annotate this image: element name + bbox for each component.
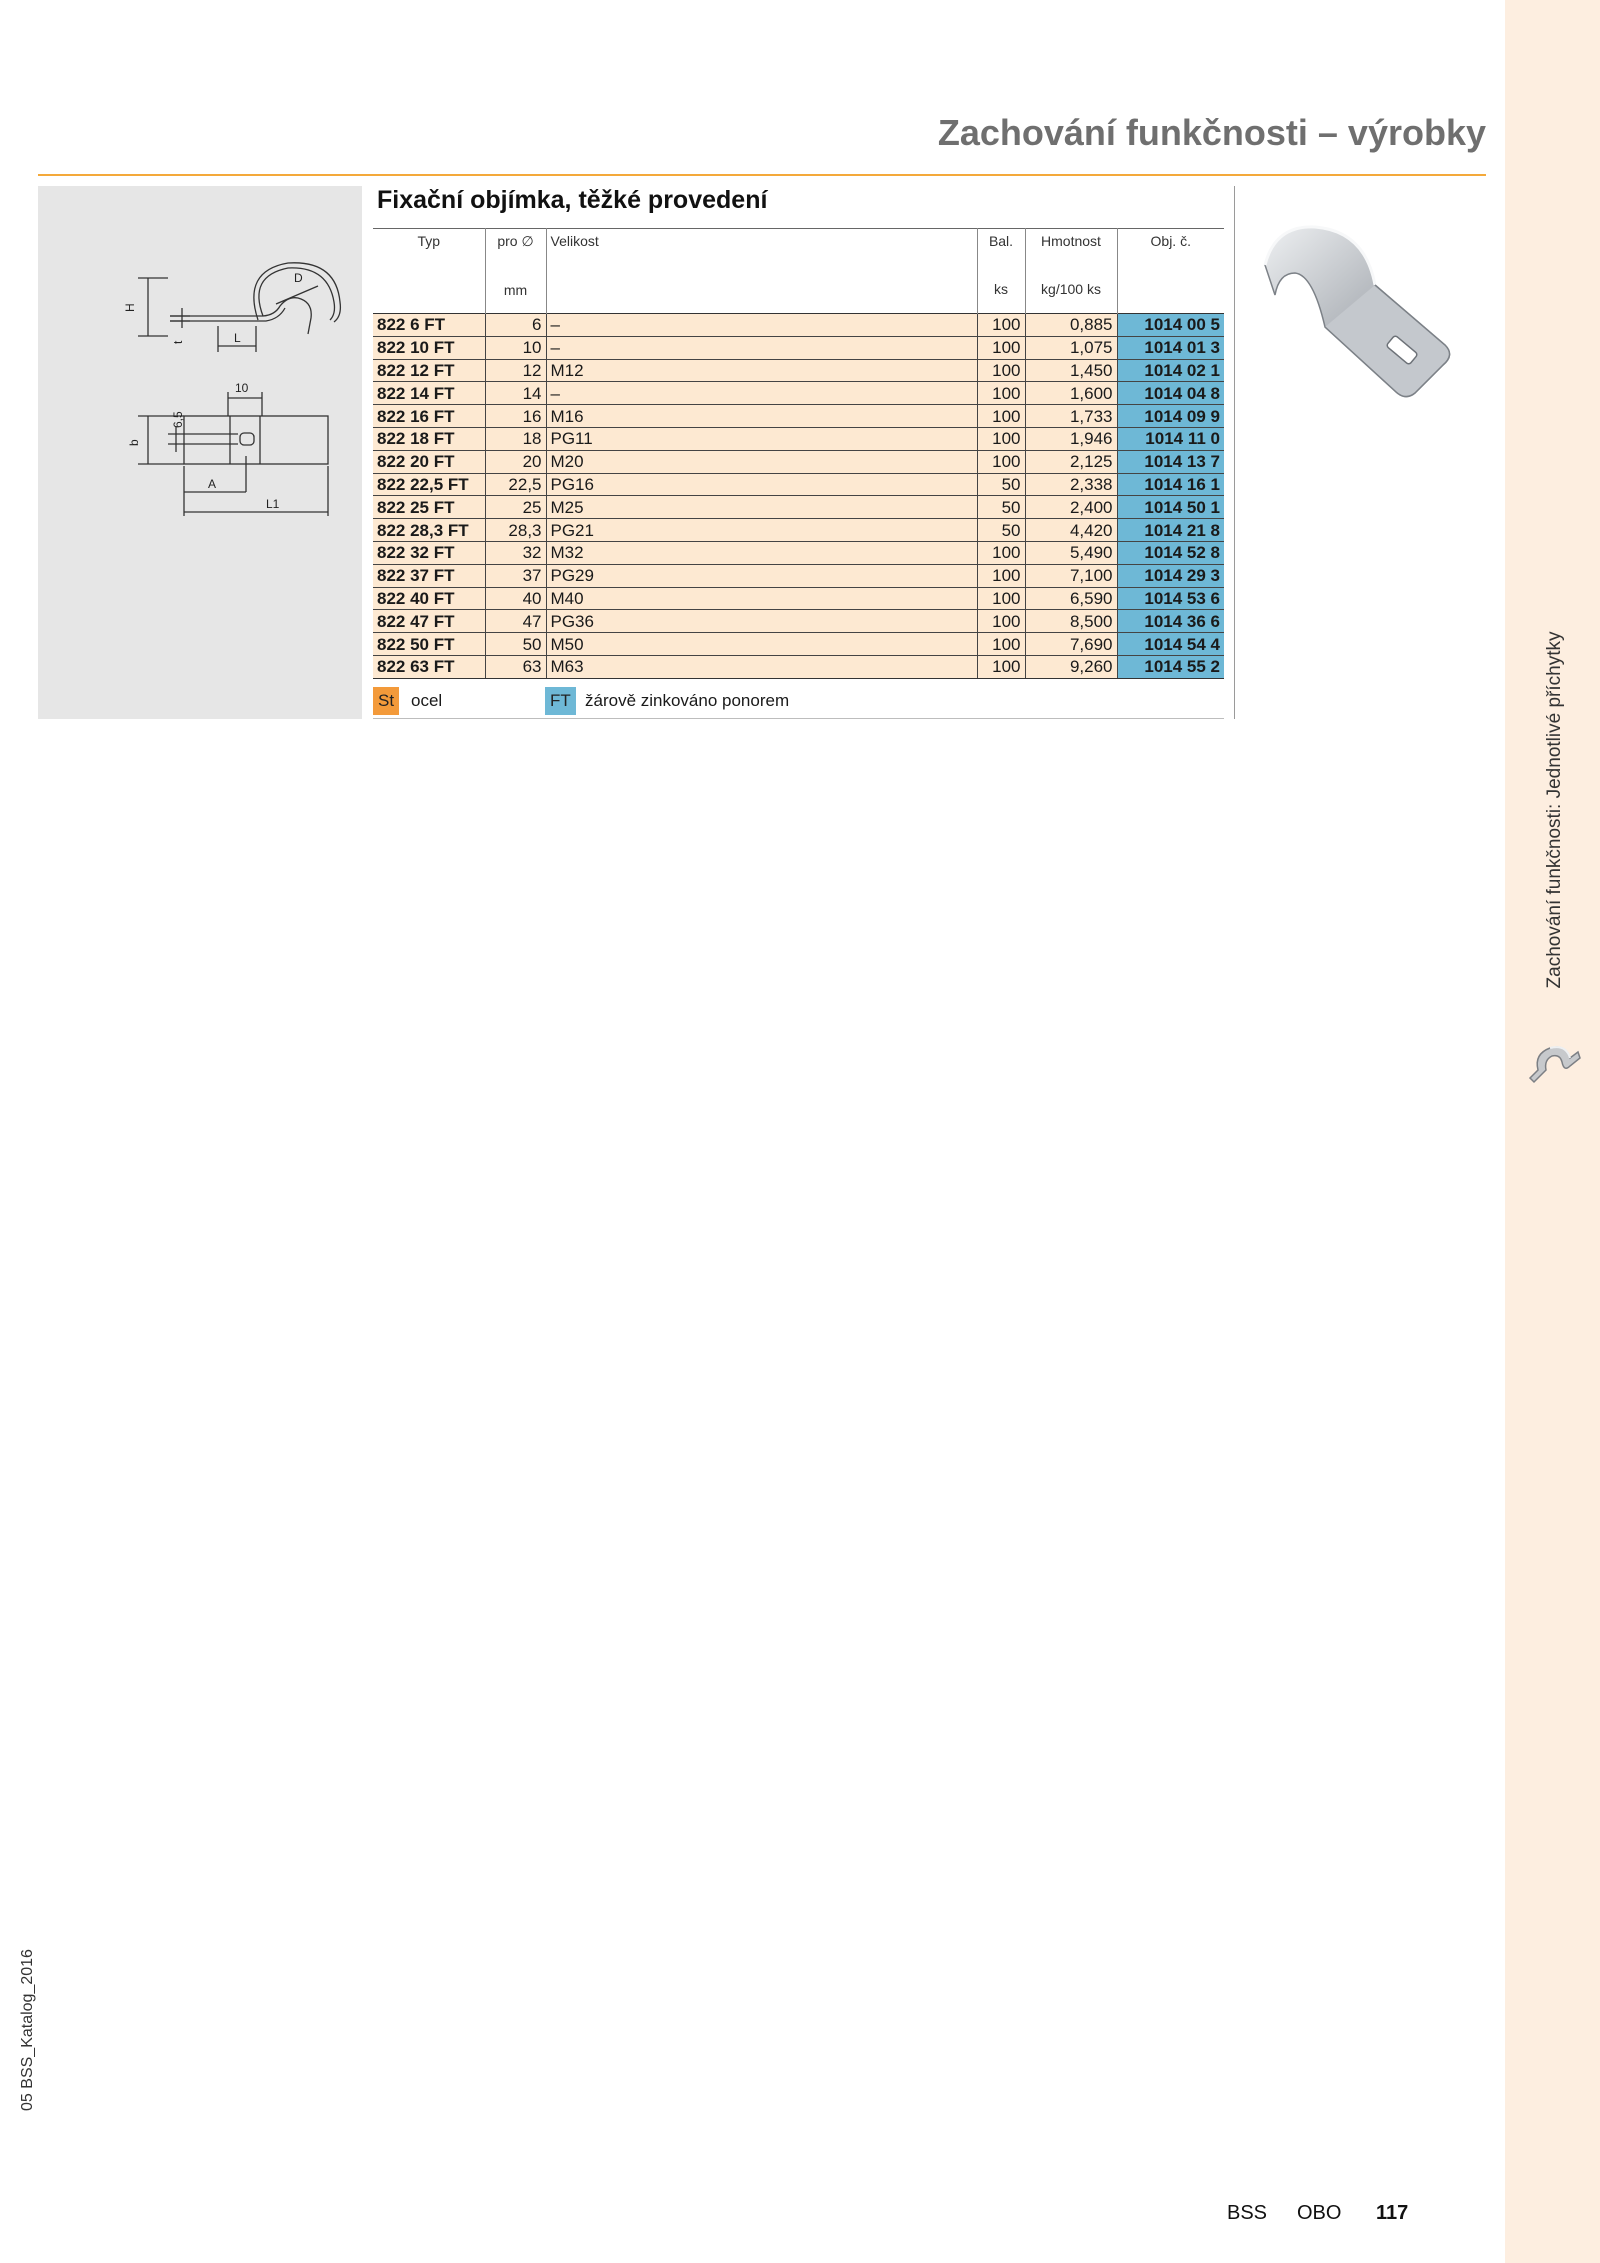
table-row [373,405,1224,428]
table-row [373,382,1224,405]
cell-hmotnost: 1,946 [1025,427,1117,450]
cell-bal: 100 [977,382,1025,405]
cell-velikost: PG11 [546,427,977,450]
legend-ft-text: žárově zinkováno ponorem [585,691,790,710]
cell-velikost: – [546,382,977,405]
sidebar-chapter-label: Zachování funkčnosti: Jednotlivé příchytky [1544,631,1565,989]
page-title: Zachování funkčnosti – výrobky [937,112,1486,153]
cell-bal: 100 [977,541,1025,564]
cell-obj: 1014 53 6 [1117,587,1224,610]
dim-label-L: L [234,331,241,345]
page-number: 117 [1376,2202,1409,2224]
cell-typ: 822 37 FT [373,564,485,587]
cell-velikost: – [546,314,977,337]
cell-typ: 822 28,3 FT [373,519,485,542]
table-row [373,314,1224,337]
cell-bal: 50 [977,496,1025,519]
cell-obj: 1014 21 8 [1117,519,1224,542]
cell-velikost: PG16 [546,473,977,496]
cell-velikost: M32 [546,541,977,564]
section-title: Fixační objímka, těžké provedení [377,186,768,214]
table-row [373,564,1224,587]
dim-label-D: D [294,271,303,285]
cell-obj: 1014 29 3 [1117,564,1224,587]
cell-hmotnost: 9,260 [1025,655,1117,678]
table-row [373,473,1224,496]
cell-typ: 822 63 FT [373,655,485,678]
cell-typ: 822 22,5 FT [373,473,485,496]
cell-pro: 40 [485,587,546,610]
cell-hmotnost: 5,490 [1025,541,1117,564]
cell-typ: 822 10 FT [373,336,485,359]
legend-st-chip: St [373,687,399,715]
cell-obj: 1014 11 0 [1117,427,1224,450]
cell-obj: 1014 01 3 [1117,336,1224,359]
cell-bal: 50 [977,519,1025,542]
table-row [373,450,1224,473]
cell-hmotnost: 2,338 [1025,473,1117,496]
cell-typ: 822 16 FT [373,405,485,428]
cell-typ: 822 14 FT [373,382,485,405]
header-bal: Bal. ks [977,229,1025,314]
sidebar-strip [1505,0,1600,2263]
table-header-row [373,229,1224,314]
cell-velikost: M16 [546,405,977,428]
cell-hmotnost: 1,733 [1025,405,1117,428]
table-row [373,427,1224,450]
footer-obo: OBO [1297,2202,1342,2224]
cell-bal: 100 [977,610,1025,633]
header-hmotnost: Hmotnost kg/100 ks [1025,229,1117,314]
header-typ: Typ [373,229,485,314]
cell-bal: 100 [977,587,1025,610]
cell-obj: 1014 13 7 [1117,450,1224,473]
cell-pro: 37 [485,564,546,587]
dim-label-6-5: 6,5 [171,411,185,428]
cell-velikost: M25 [546,496,977,519]
cell-hmotnost: 0,885 [1025,314,1117,337]
cell-pro: 22,5 [485,473,546,496]
cell-velikost: PG29 [546,564,977,587]
cell-obj: 1014 54 4 [1117,633,1224,656]
cell-velikost: – [546,336,977,359]
cell-pro: 16 [485,405,546,428]
legend-ft-chip: FT [545,687,576,715]
cell-pro: 14 [485,382,546,405]
dim-label-H: H [123,303,137,312]
cell-bal: 100 [977,336,1025,359]
dim-label-t: t [171,340,185,344]
cell-velikost: PG36 [546,610,977,633]
table-row [373,519,1224,542]
cell-obj: 1014 02 1 [1117,359,1224,382]
cell-hmotnost: 7,100 [1025,564,1117,587]
table-row [373,359,1224,382]
table-row [373,336,1224,359]
cell-obj: 1014 52 8 [1117,541,1224,564]
cell-velikost: M50 [546,633,977,656]
cell-typ: 822 50 FT [373,633,485,656]
cell-hmotnost: 6,590 [1025,587,1117,610]
cell-hmotnost: 7,690 [1025,633,1117,656]
cell-obj: 1014 09 9 [1117,405,1224,428]
cell-pro: 6 [485,314,546,337]
cell-velikost: M20 [546,450,977,473]
cell-pro: 47 [485,610,546,633]
cell-hmotnost: 8,500 [1025,610,1117,633]
cell-bal: 100 [977,564,1025,587]
cell-bal: 100 [977,655,1025,678]
cell-bal: 50 [977,473,1025,496]
cell-hmotnost: 4,420 [1025,519,1117,542]
cell-obj: 1014 00 5 [1117,314,1224,337]
cell-typ: 822 40 FT [373,587,485,610]
header-obj-c: Obj. č. [1117,229,1224,314]
dim-label-b: b [127,439,141,446]
dim-label-10: 10 [235,381,249,395]
header-pro-diameter: pro ∅ mm [485,229,546,314]
cell-typ: 822 25 FT [373,496,485,519]
cell-hmotnost: 2,400 [1025,496,1117,519]
cell-pro: 32 [485,541,546,564]
header-divider [38,174,1486,176]
cell-hmotnost: 1,450 [1025,359,1117,382]
product-photo [1255,215,1465,415]
cell-pro: 25 [485,496,546,519]
dim-label-A: A [208,477,217,491]
cell-pro: 20 [485,450,546,473]
footer-bss: BSS [1227,2202,1268,2224]
cell-bal: 100 [977,359,1025,382]
cell-hmotnost: 1,600 [1025,382,1117,405]
catalog-reference: 05 BSS_Katalog_2016 [19,1949,36,2111]
header-velikost: Velikost [546,229,977,314]
cell-pro: 12 [485,359,546,382]
technical-drawing-panel [38,186,362,719]
cell-bal: 100 [977,633,1025,656]
legend-divider [373,718,1224,719]
cell-typ: 822 6 FT [373,314,485,337]
cell-pro: 50 [485,633,546,656]
table-row [373,587,1224,610]
cell-typ: 822 12 FT [373,359,485,382]
cell-obj: 1014 16 1 [1117,473,1224,496]
legend-st-text: ocel [411,691,443,710]
table-row [373,541,1224,564]
table-row [373,655,1224,678]
cell-pro: 10 [485,336,546,359]
cell-hmotnost: 2,125 [1025,450,1117,473]
dim-label-L1: L1 [266,497,280,511]
table-row [373,633,1224,656]
column-divider [1234,186,1235,719]
cell-pro: 18 [485,427,546,450]
cell-bal: 100 [977,450,1025,473]
product-table [373,228,1224,679]
cell-pro: 28,3 [485,519,546,542]
table-row [373,610,1224,633]
cell-obj: 1014 04 8 [1117,382,1224,405]
cell-bal: 100 [977,405,1025,428]
cell-obj: 1014 36 6 [1117,610,1224,633]
cell-hmotnost: 1,075 [1025,336,1117,359]
cell-typ: 822 47 FT [373,610,485,633]
cell-obj: 1014 55 2 [1117,655,1224,678]
cell-pro: 63 [485,655,546,678]
cell-typ: 822 32 FT [373,541,485,564]
cell-typ: 822 18 FT [373,427,485,450]
cell-typ: 822 20 FT [373,450,485,473]
dimension-drawing [98,216,358,676]
cell-velikost: M40 [546,587,977,610]
cell-velikost: M12 [546,359,977,382]
cell-velikost: M63 [546,655,977,678]
cell-bal: 100 [977,314,1025,337]
cell-obj: 1014 50 1 [1117,496,1224,519]
table-row [373,496,1224,519]
cell-bal: 100 [977,427,1025,450]
clamp-icon [1522,1032,1582,1092]
cell-velikost: PG21 [546,519,977,542]
